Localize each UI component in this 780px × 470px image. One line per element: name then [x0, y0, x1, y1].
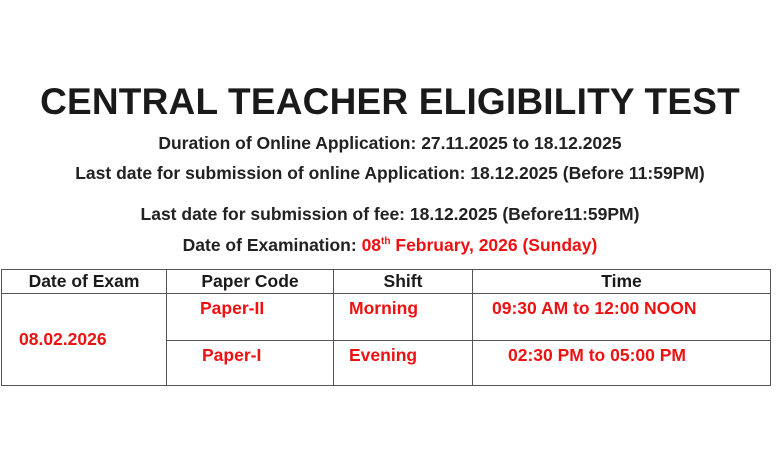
- application-last-date: [0, 162, 780, 184]
- time-value: 09:30 AM to 12:00 NOON: [492, 298, 697, 318]
- shift-value: Evening: [349, 345, 418, 365]
- fee-last-date-value: 18.12.2025 (Before11:59PM): [409, 204, 640, 224]
- paper-code-cell: [167, 294, 334, 341]
- header-shift: Shift: [334, 270, 473, 294]
- examination-date-rest: February, 2026 (Sunday): [395, 235, 598, 255]
- fee-last-date-label: Last date for submission of fee:: [140, 204, 406, 224]
- examination-date: [0, 234, 780, 256]
- application-last-date-value: 18.12.2025 (Before 11:59PM): [470, 163, 705, 183]
- paper-code-cell: [167, 341, 334, 386]
- time-value: 02:30 PM to 05:00 PM: [508, 345, 686, 365]
- header-date-of-exam: Date of Exam: [2, 270, 167, 294]
- exam-date-cell: [2, 294, 167, 386]
- fee-last-date: [0, 203, 780, 225]
- examination-date-suffix: th: [381, 236, 391, 247]
- time-cell: [473, 341, 771, 386]
- header-time: Time: [473, 270, 771, 294]
- table-row: [2, 294, 771, 341]
- shift-cell: [334, 294, 473, 341]
- application-duration-value: 27.11.2025 to 18.12.2025: [421, 133, 622, 153]
- time-cell: [473, 294, 771, 341]
- table-header-row: [2, 270, 771, 294]
- application-duration: [0, 132, 780, 154]
- examination-date-value: [362, 235, 598, 255]
- shift-value: Morning: [349, 298, 419, 318]
- page-title: CENTRAL TEACHER ELIGIBILITY TEST: [40, 81, 740, 122]
- exam-schedule-table: [1, 269, 771, 386]
- application-duration-label: Duration of Online Application:: [158, 133, 417, 153]
- examination-date-day: 08: [361, 235, 382, 255]
- exam-date-value: 08.02.2026: [19, 329, 107, 349]
- paper-code-value: Paper-II: [200, 298, 265, 318]
- examination-date-label: Date of Examination:: [182, 235, 357, 255]
- shift-cell: [334, 341, 473, 386]
- application-last-date-label: Last date for submission of online Application:: [75, 163, 466, 183]
- header-paper-code: Paper Code: [167, 270, 334, 294]
- paper-code-value: Paper-I: [202, 345, 262, 365]
